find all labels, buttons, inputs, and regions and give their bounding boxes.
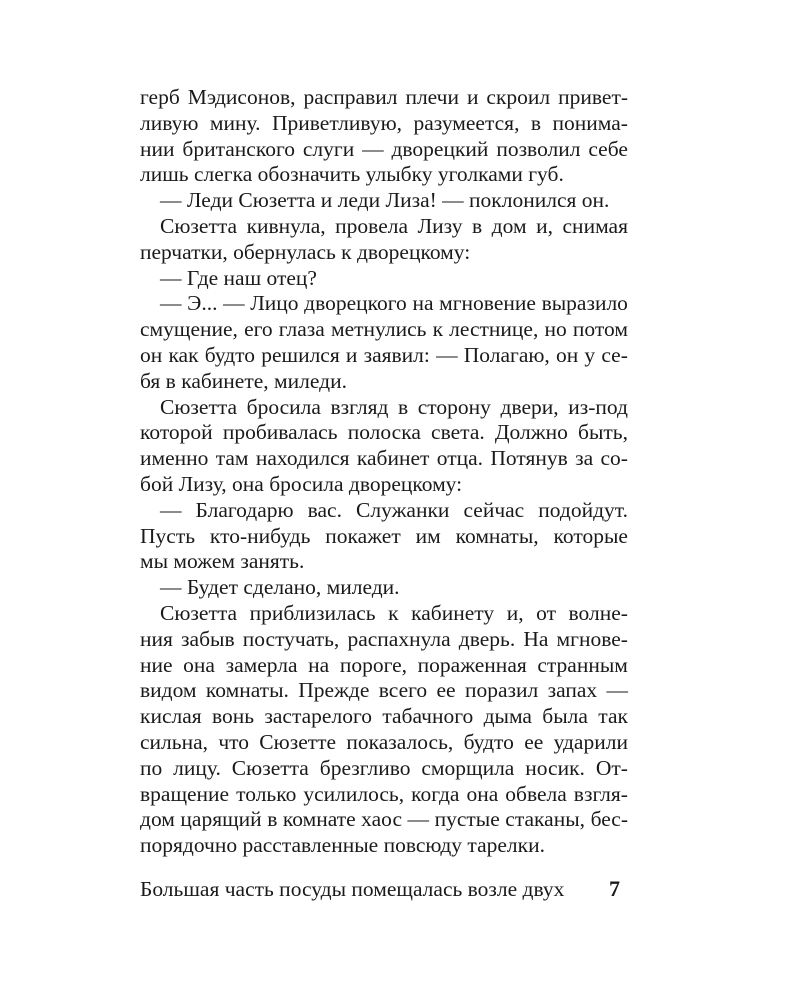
text-line: ние она замерла на пороге, пораженная странным bbox=[140, 652, 628, 677]
text-line: дом царящий в комнате хаос — пустые стаканы, бес- bbox=[140, 807, 628, 832]
text-line: он как будто решился и заявил: — Полагаю, он у се- bbox=[140, 342, 628, 367]
text-line: смущение, его глаза метнулись к лестнице, но потом bbox=[140, 317, 628, 342]
text-line: порядочно расставленные повсюду тарелки. bbox=[140, 833, 545, 858]
text-line: Пусть кто-нибудь покажет им комнаты, которые bbox=[140, 523, 628, 548]
text-line: — Благодарю вас. Служанки сейчас подойдут. bbox=[160, 497, 628, 522]
text-line: лишь слегка обозначить улыбку уголками губ. bbox=[140, 162, 564, 187]
footer-row bbox=[140, 874, 628, 904]
text-line: Сюзетта бросила взгляд в сторону двери, из-под bbox=[160, 394, 628, 419]
text-line: нии британского слуги — дворецкий позволил себе bbox=[140, 136, 628, 161]
text-line: — Будет сделано, миледи. bbox=[160, 575, 400, 600]
text-line: ливую мину. Приветливую, разумеется, в понима- bbox=[140, 110, 628, 135]
text-line: герб Мэдисонов, расправил плечи и скроил привет- bbox=[140, 85, 628, 109]
text-line: бой Лизу, она бросила дворецкому: bbox=[140, 471, 463, 496]
text-line: бя в кабинете, миледи. bbox=[140, 368, 347, 393]
text-line: ния забыв постучать, распахнула дверь. На мгнове- bbox=[140, 626, 628, 651]
text-line: которой пробивалась полоска света. Должно быть, bbox=[140, 420, 628, 445]
text-line: по лицу. Сюзетта брезгливо сморщила носик. От- bbox=[140, 755, 628, 780]
text-line: вращение только усилилось, когда она обвела взгля- bbox=[140, 781, 628, 806]
text-line: перчатки, обернулась к дворецкому: bbox=[140, 239, 471, 264]
text-line: именно там находился кабинет отца. Потянув за со- bbox=[140, 446, 628, 471]
text-line: Сюзетта приблизилась к кабинету и, от волне- bbox=[160, 600, 628, 625]
text-line: — Э... — Лицо дворецкого на мгновение выразило bbox=[160, 291, 628, 316]
text-line: кислая вонь застарелого табачного дыма была так bbox=[140, 704, 628, 729]
text-line: сильна, что Сюзетте показалось, будто ее ударили bbox=[140, 729, 628, 754]
page-number: 7 bbox=[609, 876, 620, 901]
last-text-line: Большая часть посуды помещалась возле двух bbox=[140, 877, 565, 901]
text-line: мы можем занять. bbox=[140, 549, 305, 574]
text-line: видом комнаты. Прежде всего ее поразил запах — bbox=[140, 678, 628, 703]
text-line: — Леди Сюзетта и леди Лиза! — поклонился он. bbox=[160, 188, 610, 213]
text-line: — Где наш отец? bbox=[160, 265, 317, 290]
body-text bbox=[140, 85, 628, 859]
text-line: Сюзетта кивнула, провела Лизу в дом и, снимая bbox=[160, 213, 628, 238]
